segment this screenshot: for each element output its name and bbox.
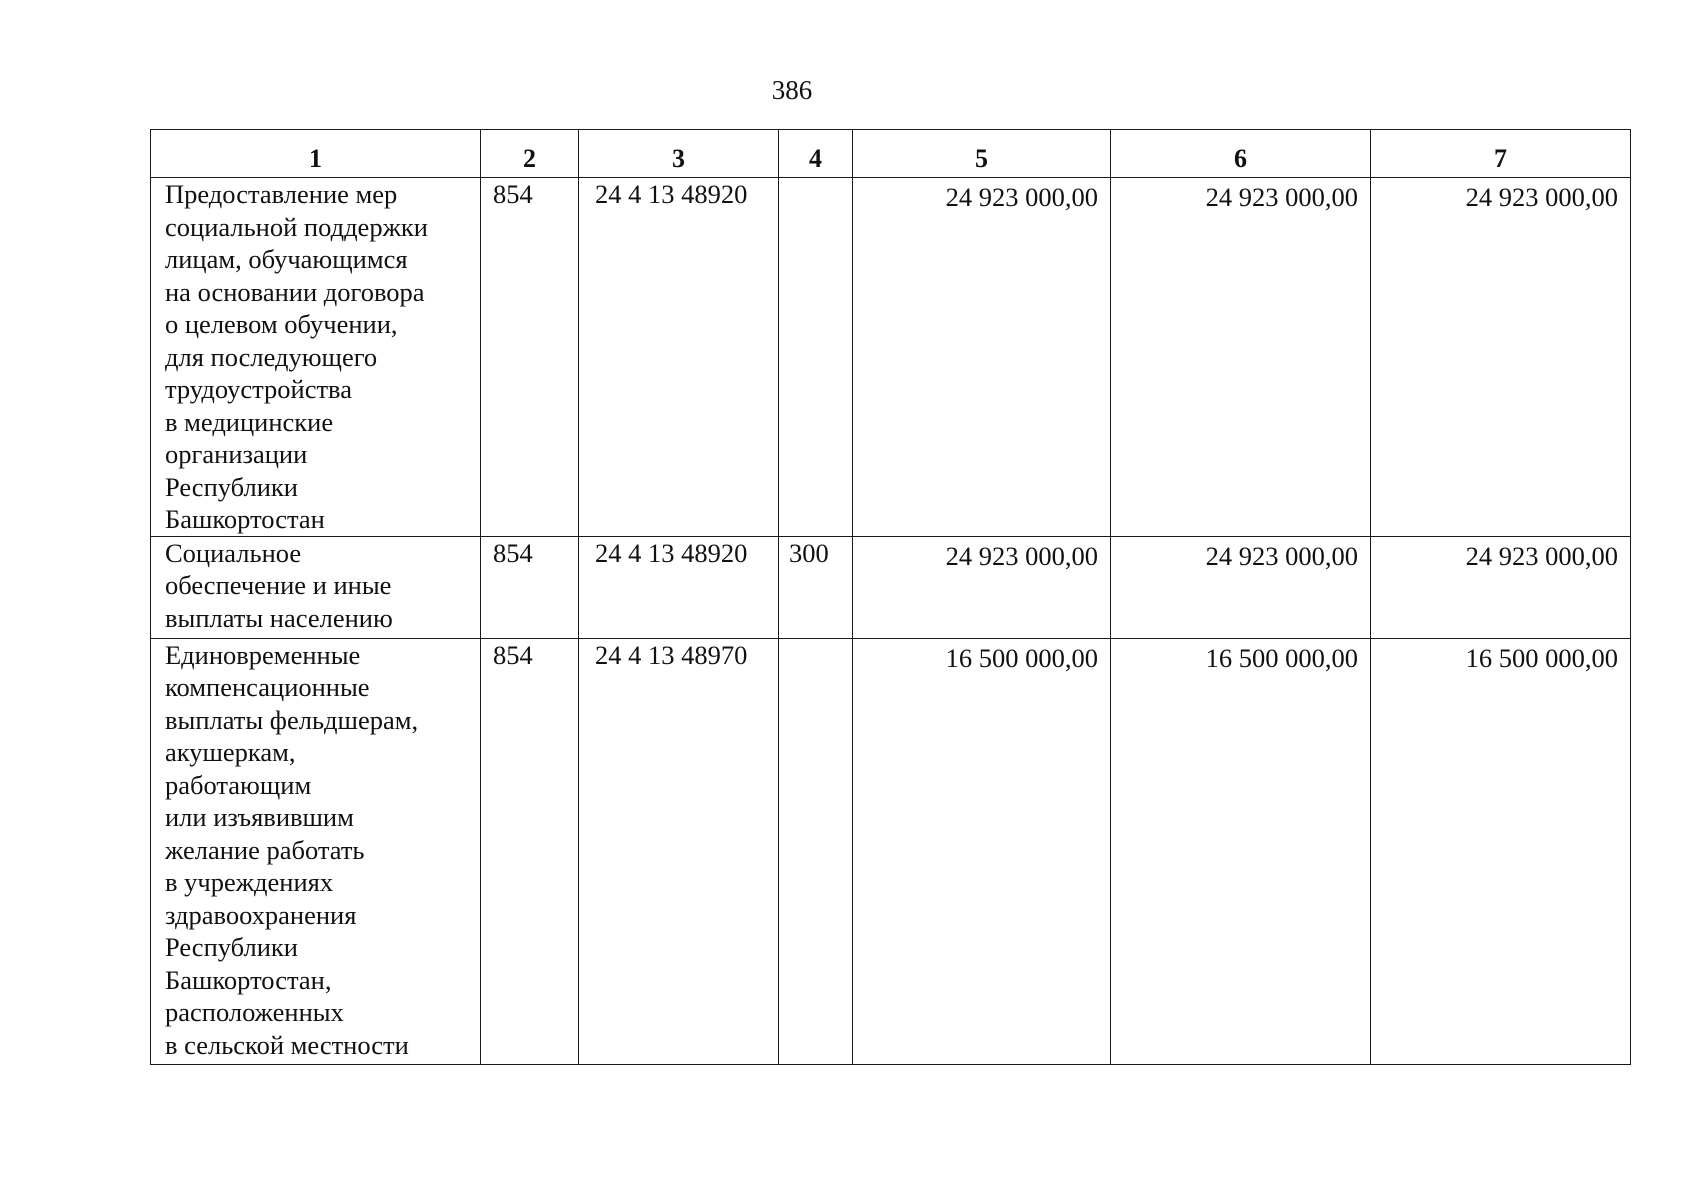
row-sum-3-cell: 24 923 000,00 — [1371, 178, 1631, 537]
row-sum-2-cell: 24 923 000,00 — [1111, 536, 1371, 638]
row-sum-2-cell: 24 923 000,00 — [1111, 178, 1371, 537]
column-header-6: 6 — [1111, 130, 1371, 178]
row-csr-cell: 24 4 13 48920 — [579, 178, 779, 537]
row-vr-cell — [779, 638, 853, 1064]
page-number: 386 — [771, 75, 813, 105]
row-sum-1-cell: 24 923 000,00 — [853, 536, 1111, 638]
column-header-1: 1 — [151, 130, 481, 178]
row-sum-2-cell: 16 500 000,00 — [1111, 638, 1371, 1064]
row-name-cell: Предоставление мер социальной поддержки лицам, обучающимся на основании договора о целевом обучении, для последующего трудоустройства в медицинские организации Республики Башкортостан — [151, 178, 481, 537]
row-csr-cell: 24 4 13 48920 — [579, 536, 779, 638]
row-ved-cell: 854 — [481, 536, 579, 638]
column-header-4: 4 — [779, 130, 853, 178]
row-sum-1-cell: 16 500 000,00 — [853, 638, 1111, 1064]
column-header-5: 5 — [853, 130, 1111, 178]
row-vr-cell — [779, 178, 853, 537]
row-vr-cell: 300 — [779, 536, 853, 638]
row-ved-cell: 854 — [481, 178, 579, 537]
row-name-cell: Единовременные компенсационные выплаты фельдшерам, акушеркам, работающим или изъявившим желание работать в учреждениях здравоохранения Республики Башкортостан, расположенных в сельской местности — [151, 638, 481, 1064]
row-sum-3-cell: 24 923 000,00 — [1371, 536, 1631, 638]
column-header-3: 3 — [579, 130, 779, 178]
budget-table — [150, 129, 1631, 1065]
row-sum-3-cell: 16 500 000,00 — [1371, 638, 1631, 1064]
column-header-7: 7 — [1371, 130, 1631, 178]
header-row — [151, 130, 1631, 178]
table-row — [151, 536, 1631, 638]
table-row — [151, 638, 1631, 1064]
column-header-2: 2 — [481, 130, 579, 178]
row-sum-1-cell: 24 923 000,00 — [853, 178, 1111, 537]
row-ved-cell: 854 — [481, 638, 579, 1064]
table-row — [151, 178, 1631, 537]
row-name-cell: Социальное обеспечение и иные выплаты населению — [151, 536, 481, 638]
row-csr-cell: 24 4 13 48970 — [579, 638, 779, 1064]
